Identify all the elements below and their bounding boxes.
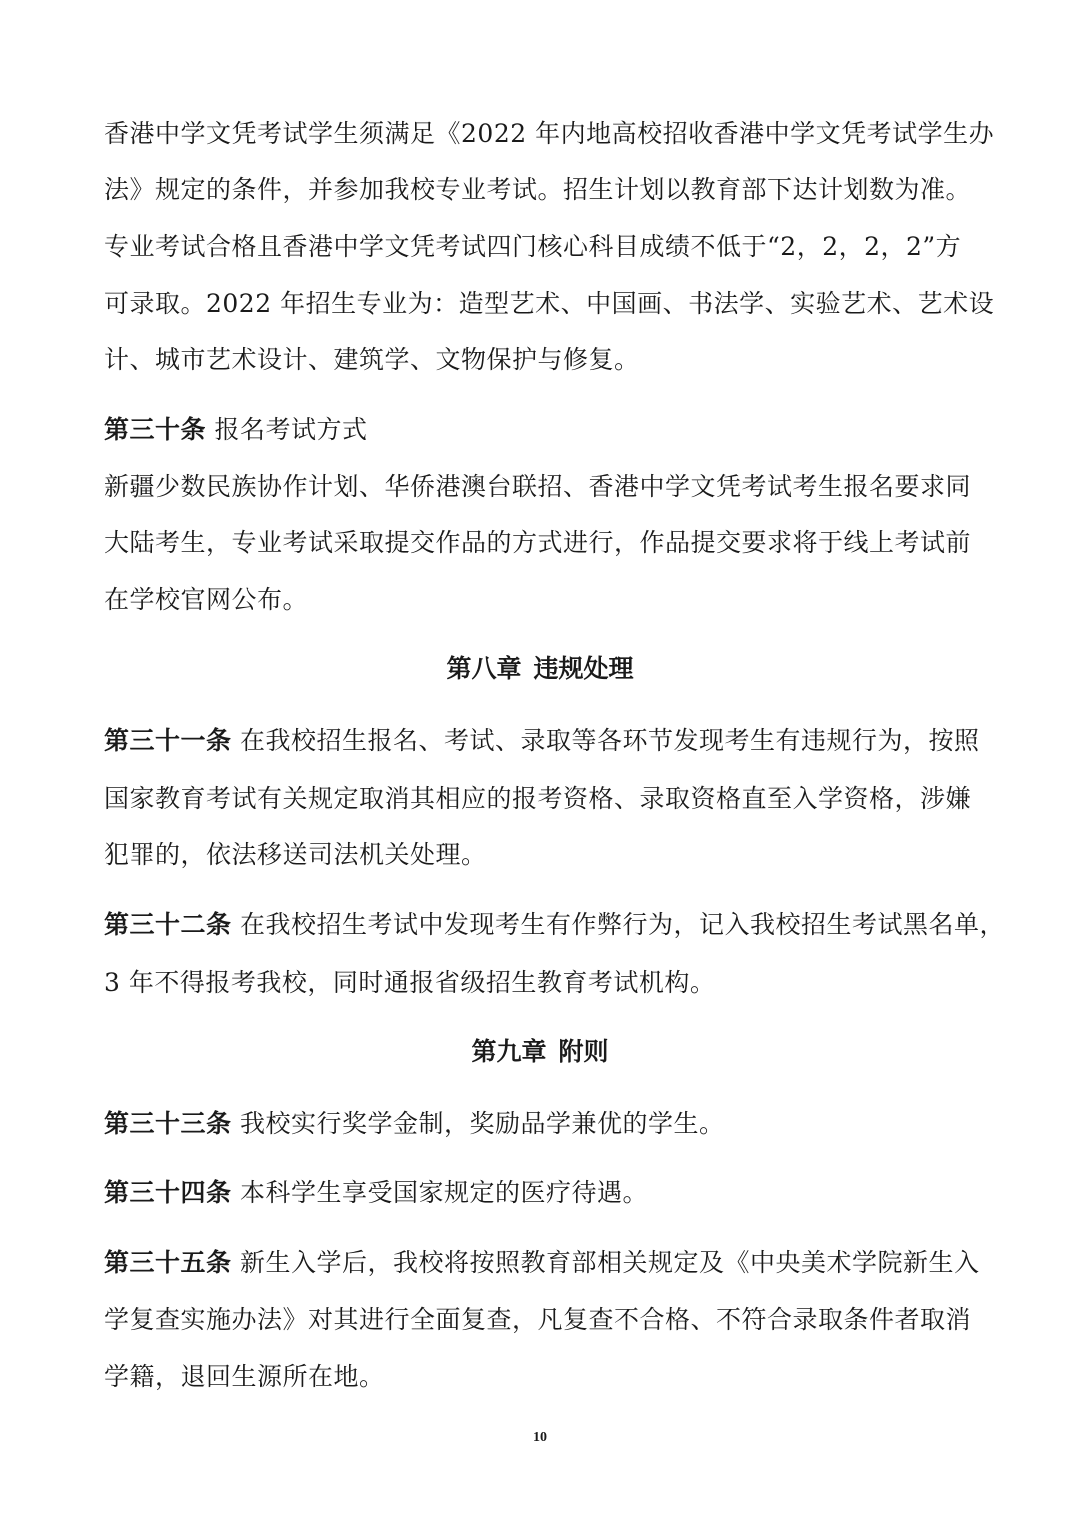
paragraph-line: 犯罪的，依法移送司法机关处理。 [104,840,487,869]
paragraph-line: 在学校官网公布。 [104,585,309,614]
article-label: 第三十一条 [104,726,232,755]
paragraph-line: 国家教育考试有关规定取消其相应的报考资格、录取资格直至入学资格，涉嫌 [104,784,972,813]
chapter-number: 第八章 [446,654,522,683]
article-label: 第三十条 [104,415,207,444]
paragraph-line: 3 年不得报考我校，同时通报省级招生教育考试机构。 [104,968,716,997]
article-text: 新生入学后，我校将按照教育部相关规定及《中央美术学院新生入 [239,1248,980,1277]
article-label: 第三十五条 [104,1248,232,1277]
article-title: 报名考试方式 [214,415,368,444]
chapter-8-heading [0,652,1080,686]
paragraph-line: 计、城市艺术设计、建筑学、文物保护与修复。 [104,345,640,374]
chapter-title: 附则 [558,1037,609,1066]
chapter-title: 违规处理 [533,654,634,683]
paragraph-line: 大陆考生，专业考试采取提交作品的方式进行，作品提交要求将于线上考试前 [104,528,972,557]
article-text: 我校实行奖学金制，奖励品学兼优的学生。 [239,1109,725,1138]
chapter-9-heading [0,1035,1080,1069]
article-30-heading [104,413,367,447]
article-32-first-line [104,908,1005,942]
article-35-first-line [104,1246,979,1280]
article-text: 本科学生享受国家规定的医疗待遇。 [239,1178,648,1207]
article-label: 第三十三条 [104,1109,232,1138]
article-34 [104,1176,648,1210]
paragraph-line: 学籍，退回生源所在地。 [104,1362,385,1391]
chapter-number: 第九章 [471,1037,547,1066]
article-label: 第三十二条 [104,910,232,939]
paragraph-line: 专业考试合格且香港中学文凭考试四门核心科目成绩不低于“2，2，2，2”方 [104,232,962,261]
page-number: 10 [533,1430,547,1445]
article-text: 在我校招生考试中发现考生有作弊行为，记入我校招生考试黑名单， [239,910,1005,939]
paragraph-line: 香港中学文凭考试学生须满足《2022 年内地高校招收香港中学文凭考试学生办 [104,119,995,148]
paragraph-line: 新疆少数民族协作计划、华侨港澳台联招、香港中学文凭考试考生报名要求同 [104,472,972,501]
article-33 [104,1107,724,1141]
article-text: 在我校招生报名、考试、录取等各环节发现考生有违规行为，按照 [239,726,980,755]
article-31-first-line [104,724,979,758]
paragraph-line: 可录取。2022 年招生专业为：造型艺术、中国画、书法学、实验艺术、艺术设 [104,289,995,318]
paragraph-line: 法》规定的条件，并参加我校专业考试。招生计划以教育部下达计划数为准。 [104,175,972,204]
paragraph-line: 学复查实施办法》对其进行全面复查，凡复查不合格、不符合录取条件者取消 [104,1305,972,1334]
article-label: 第三十四条 [104,1178,232,1207]
